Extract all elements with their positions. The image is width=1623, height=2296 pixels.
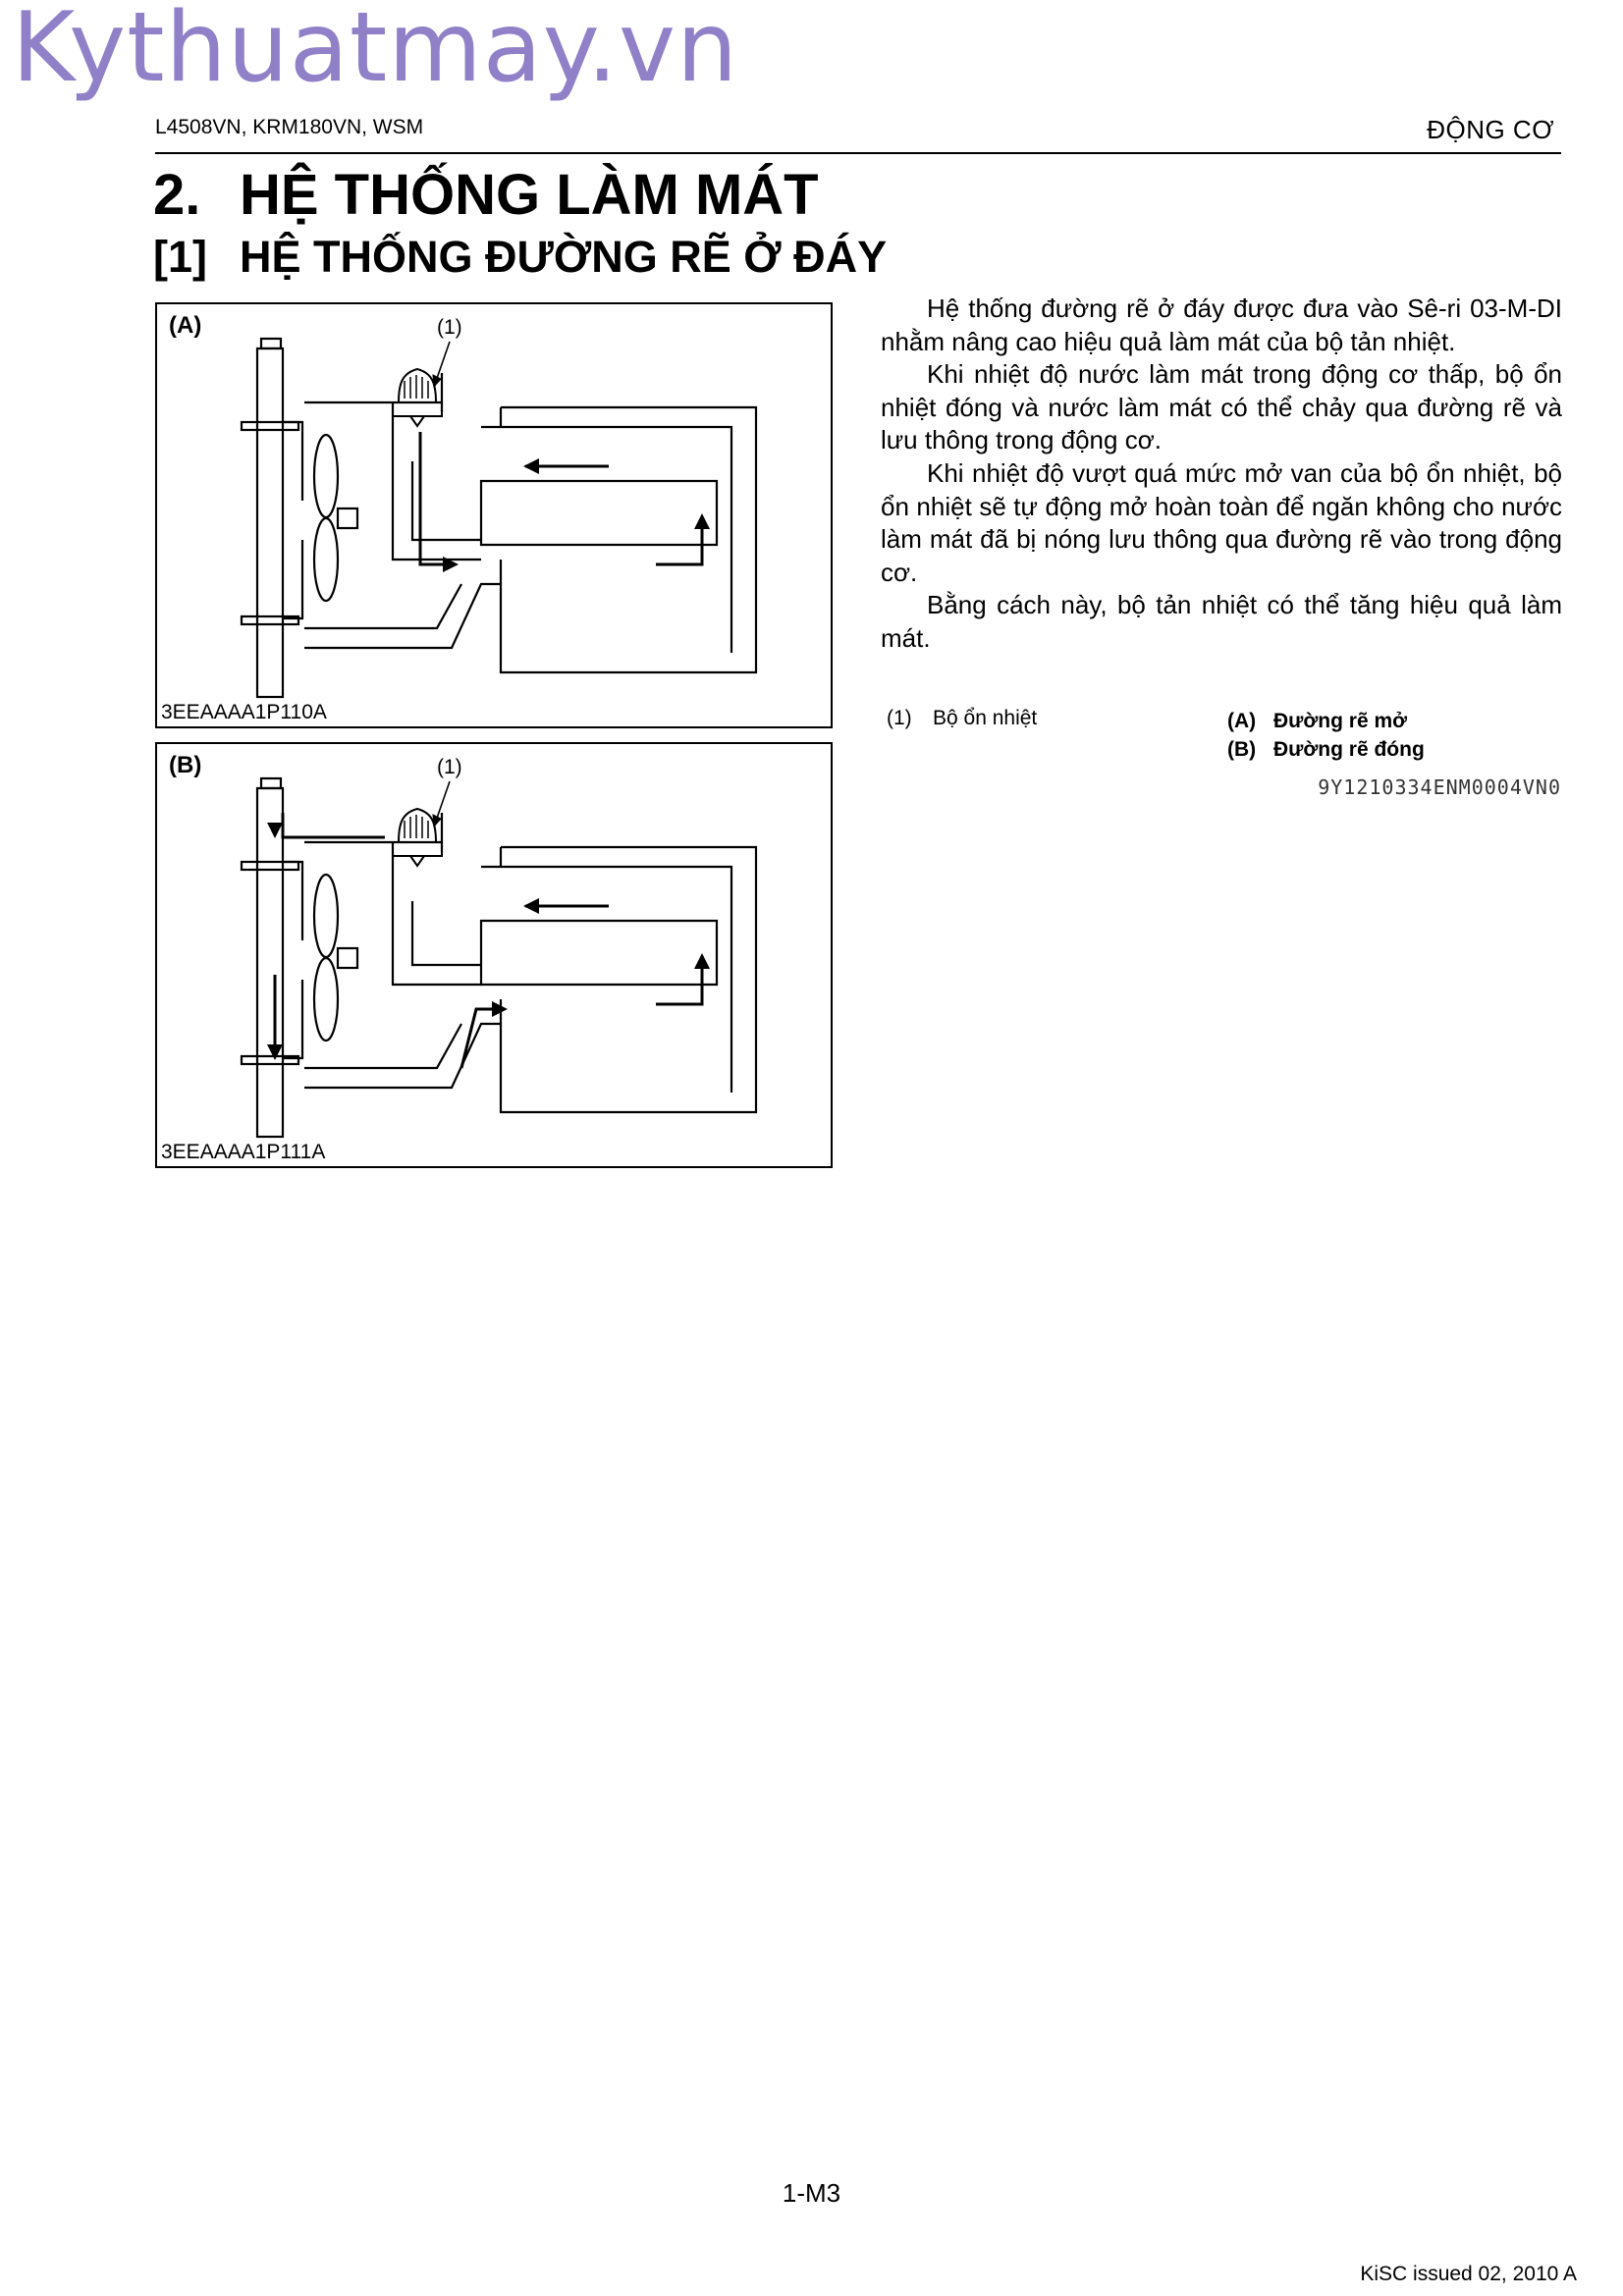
header-section: ĐỘNG CƠ bbox=[1427, 115, 1554, 144]
body-paragraph: Bằng cách này, bộ tản nhiệt có thể tăng hiệu quả làm mát. bbox=[881, 590, 1562, 653]
issued-note: KiSC issued 02, 2010 A bbox=[1360, 2263, 1577, 2285]
figure-b-label: (B) bbox=[169, 752, 202, 778]
body-paragraph: Khi nhiệt độ nước làm mát trong động cơ thấp, bộ ổn nhiệt đóng và nước làm mát có thể chảy qua đường rẽ và lưu thông trong động cơ. bbox=[881, 359, 1562, 455]
diagram-bypass-open bbox=[157, 304, 835, 730]
title-text: HỆ THỐNG LÀM MÁT bbox=[240, 163, 819, 227]
figure-b-code: 3EEAAAA1P111A bbox=[161, 1141, 326, 1163]
figure-a-label: (A) bbox=[169, 312, 202, 339]
watermark-logo: Kythuatmay.vn bbox=[12, 0, 739, 104]
legend-key: (1) bbox=[887, 707, 912, 729]
radiator-tank bbox=[257, 348, 283, 697]
legend-items-ab bbox=[1227, 707, 1425, 764]
body-paragraph: Khi nhiệt độ vượt quá mức mở van của bộ ổn nhiệt, bộ ổn nhiệt sẽ tự động mở hoàn toàn để ngăn không cho nước làm mát đã bị nóng lưu thông qua đường rẽ vào trong động cơ. bbox=[881, 457, 1562, 587]
fan-blade-top bbox=[314, 875, 338, 957]
legend-key: (B) bbox=[1227, 738, 1257, 761]
figure-a-code: 3EEAAAA1P110A bbox=[161, 701, 327, 723]
figure-a-callout: (1) bbox=[437, 316, 462, 339]
legend-item-b bbox=[1227, 735, 1425, 764]
body-paragraph: Hệ thống đường rẽ ở đáy được đưa vào Sê-ri 03-M-DI nhằm nâng cao hiệu quả làm mát của bộ tản nhiệt. bbox=[881, 294, 1562, 356]
header-rule bbox=[155, 152, 1561, 154]
header-models: L4508VN, KRM180VN, WSM bbox=[155, 116, 424, 138]
page-title bbox=[153, 162, 819, 228]
fan-blade-bottom bbox=[314, 958, 338, 1041]
fan-blade-bottom bbox=[314, 518, 338, 601]
fan-blade-top bbox=[314, 435, 338, 517]
legend-text: Bộ ổn nhiệt bbox=[933, 707, 1038, 729]
legend-key: (A) bbox=[1227, 710, 1257, 732]
legend-item-1 bbox=[887, 707, 1037, 730]
section-subtitle bbox=[153, 232, 887, 283]
legend-item-a bbox=[1227, 707, 1425, 735]
figure-a bbox=[155, 302, 833, 728]
radiator-tank bbox=[257, 788, 283, 1137]
figure-b-callout: (1) bbox=[437, 756, 462, 778]
document-code: 9Y1210334ENM0004VN0 bbox=[1318, 775, 1561, 799]
figure-b bbox=[155, 742, 833, 1168]
subtitle-text: HỆ THỐNG ĐƯỜNG RẼ Ở ĐÁY bbox=[240, 232, 888, 282]
diagram-bypass-closed bbox=[157, 744, 835, 1170]
page-number: 1-M3 bbox=[782, 2178, 841, 2208]
subtitle-number: [1] bbox=[153, 232, 207, 282]
body-text bbox=[881, 293, 1562, 656]
title-number: 2. bbox=[153, 163, 201, 227]
legend-text: Đường rẽ mở bbox=[1273, 710, 1408, 732]
legend-text: Đường rẽ đóng bbox=[1273, 738, 1425, 761]
